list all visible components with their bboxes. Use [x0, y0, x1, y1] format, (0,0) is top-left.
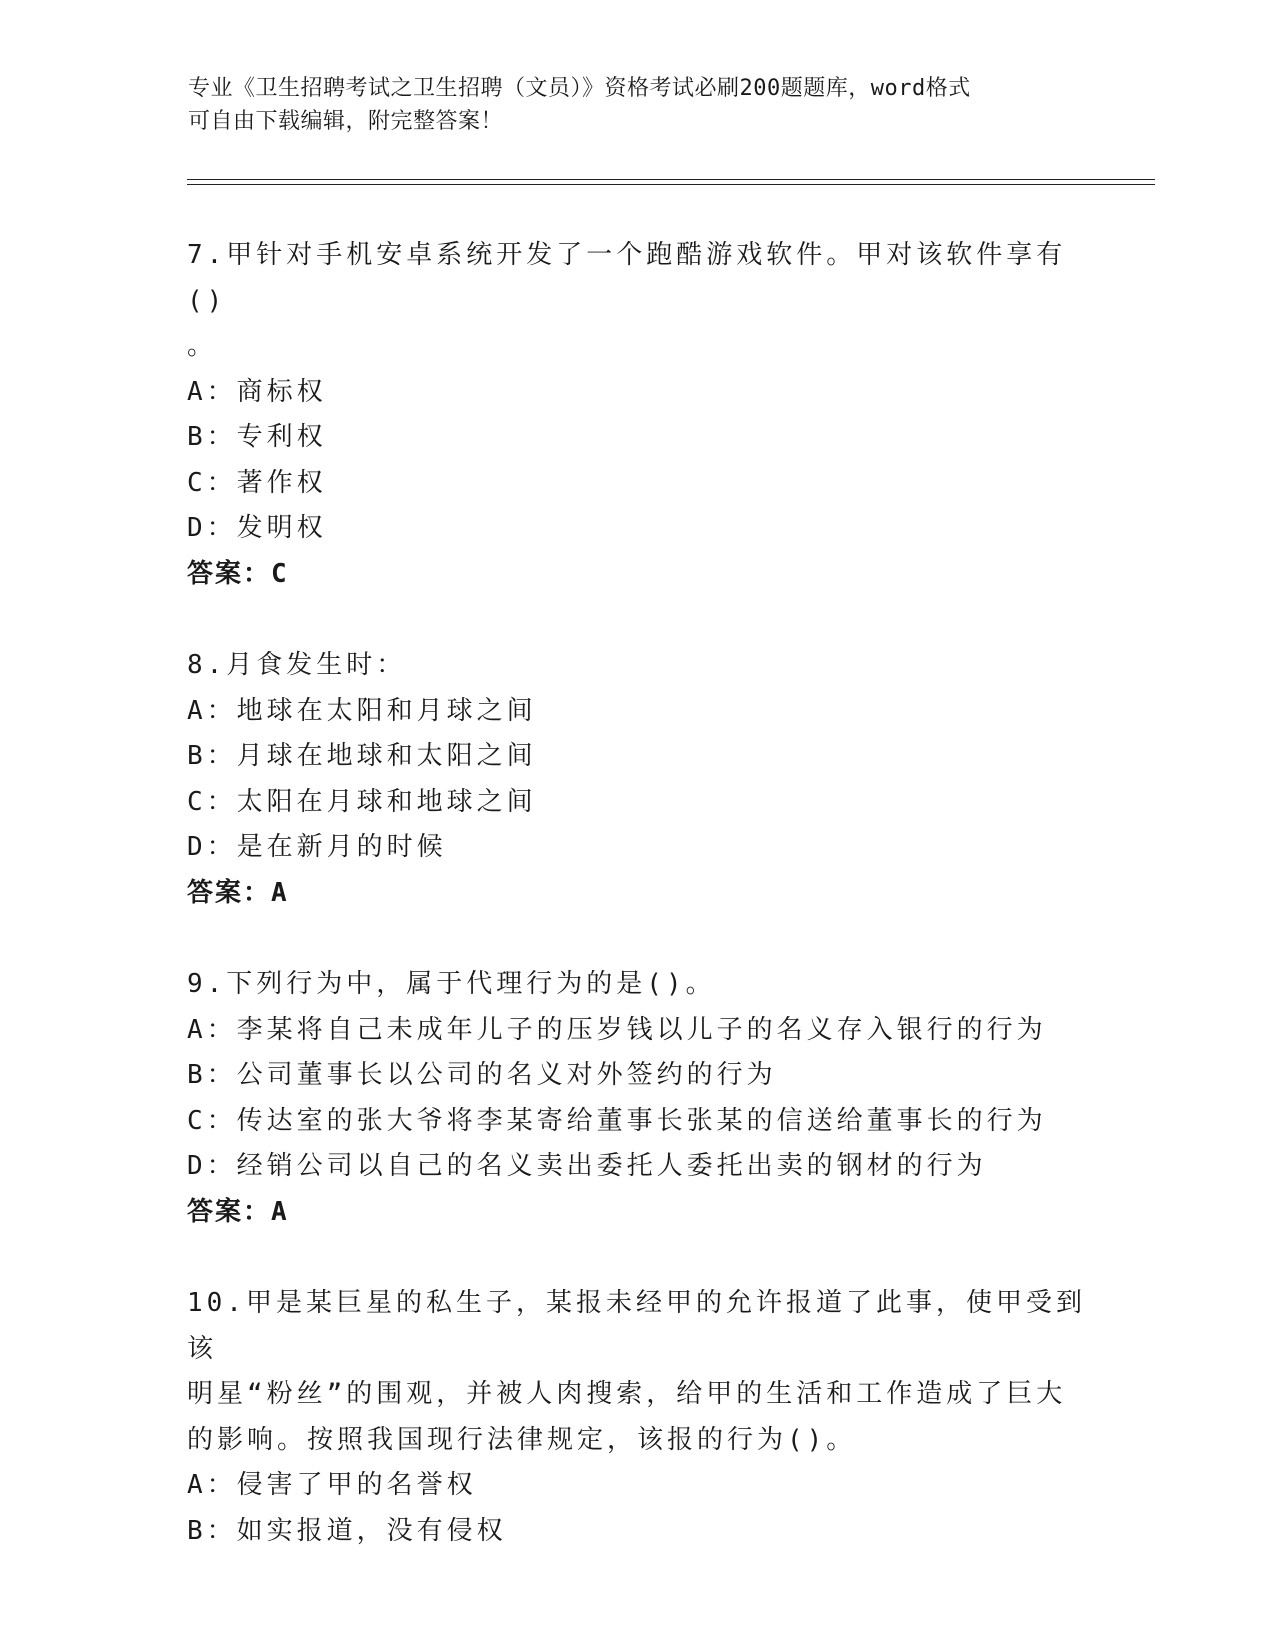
option-c: C：传达室的张大爷将李某寄给董事长张某的信送给董事长的行为	[187, 1105, 1047, 1136]
option-d: D：经销公司以自己的名义卖出委托人委托出卖的钢材的行为	[187, 1151, 987, 1181]
option-d: D：发明权	[187, 513, 327, 543]
answer: 答案：C	[187, 558, 289, 589]
answer: 答案：A	[187, 1196, 289, 1227]
question-stem: 10.甲是某巨星的私生子，某报未经甲的允许报道了此事，使甲受到该	[187, 1288, 1086, 1364]
option-a: A：商标权	[187, 376, 327, 407]
option-a: A：李某将自己未成年儿子的压岁钱以儿子的名义存入银行的行为	[187, 1014, 1047, 1045]
question-list	[187, 233, 1087, 1600]
question-stem: 8.月食发生时：	[187, 650, 407, 680]
question-9	[187, 962, 1087, 1235]
question-stem: 9.下列行为中，属于代理行为的是()。	[187, 969, 716, 999]
question-stem: 7.甲针对手机安卓系统开发了一个跑酷游戏软件。甲对该软件享有()	[187, 240, 1067, 316]
header-line-2: 可自由下载编辑，附完整答案！	[188, 109, 504, 134]
question-8	[187, 643, 1087, 916]
question-stem-continued: 的影响。按照我国现行法律规定，该报的行为()。	[187, 1424, 857, 1455]
header-line-1: 专业《卫生招聘考试之卫生招聘（文员）》资格考试必刷200题题库，word格式	[188, 76, 971, 101]
option-d: D：是在新月的时候	[187, 832, 447, 862]
option-c: C：太阳在月球和地球之间	[187, 786, 537, 817]
question-stem-continued: 。	[187, 331, 218, 361]
option-a: A：地球在太阳和月球之间	[187, 695, 537, 726]
header-divider-bottom	[187, 184, 1155, 185]
answer: 答案：A	[187, 877, 289, 908]
option-b: B：如实报道，没有侵权	[187, 1515, 507, 1546]
question-10	[187, 1281, 1087, 1554]
option-a: A：侵害了甲的名誉权	[187, 1470, 477, 1500]
document-header	[188, 72, 1088, 138]
option-c: C：著作权	[187, 467, 327, 498]
option-b: B：月球在地球和太阳之间	[187, 741, 537, 771]
question-7	[187, 233, 1087, 597]
header-divider-top	[187, 179, 1155, 180]
option-b: B：专利权	[187, 422, 327, 452]
option-b: B：公司董事长以公司的名义对外签约的行为	[187, 1060, 777, 1090]
question-stem-continued: 明星“粉丝”的围观，并被人肉搜索，给甲的生活和工作造成了巨大	[187, 1379, 1067, 1409]
